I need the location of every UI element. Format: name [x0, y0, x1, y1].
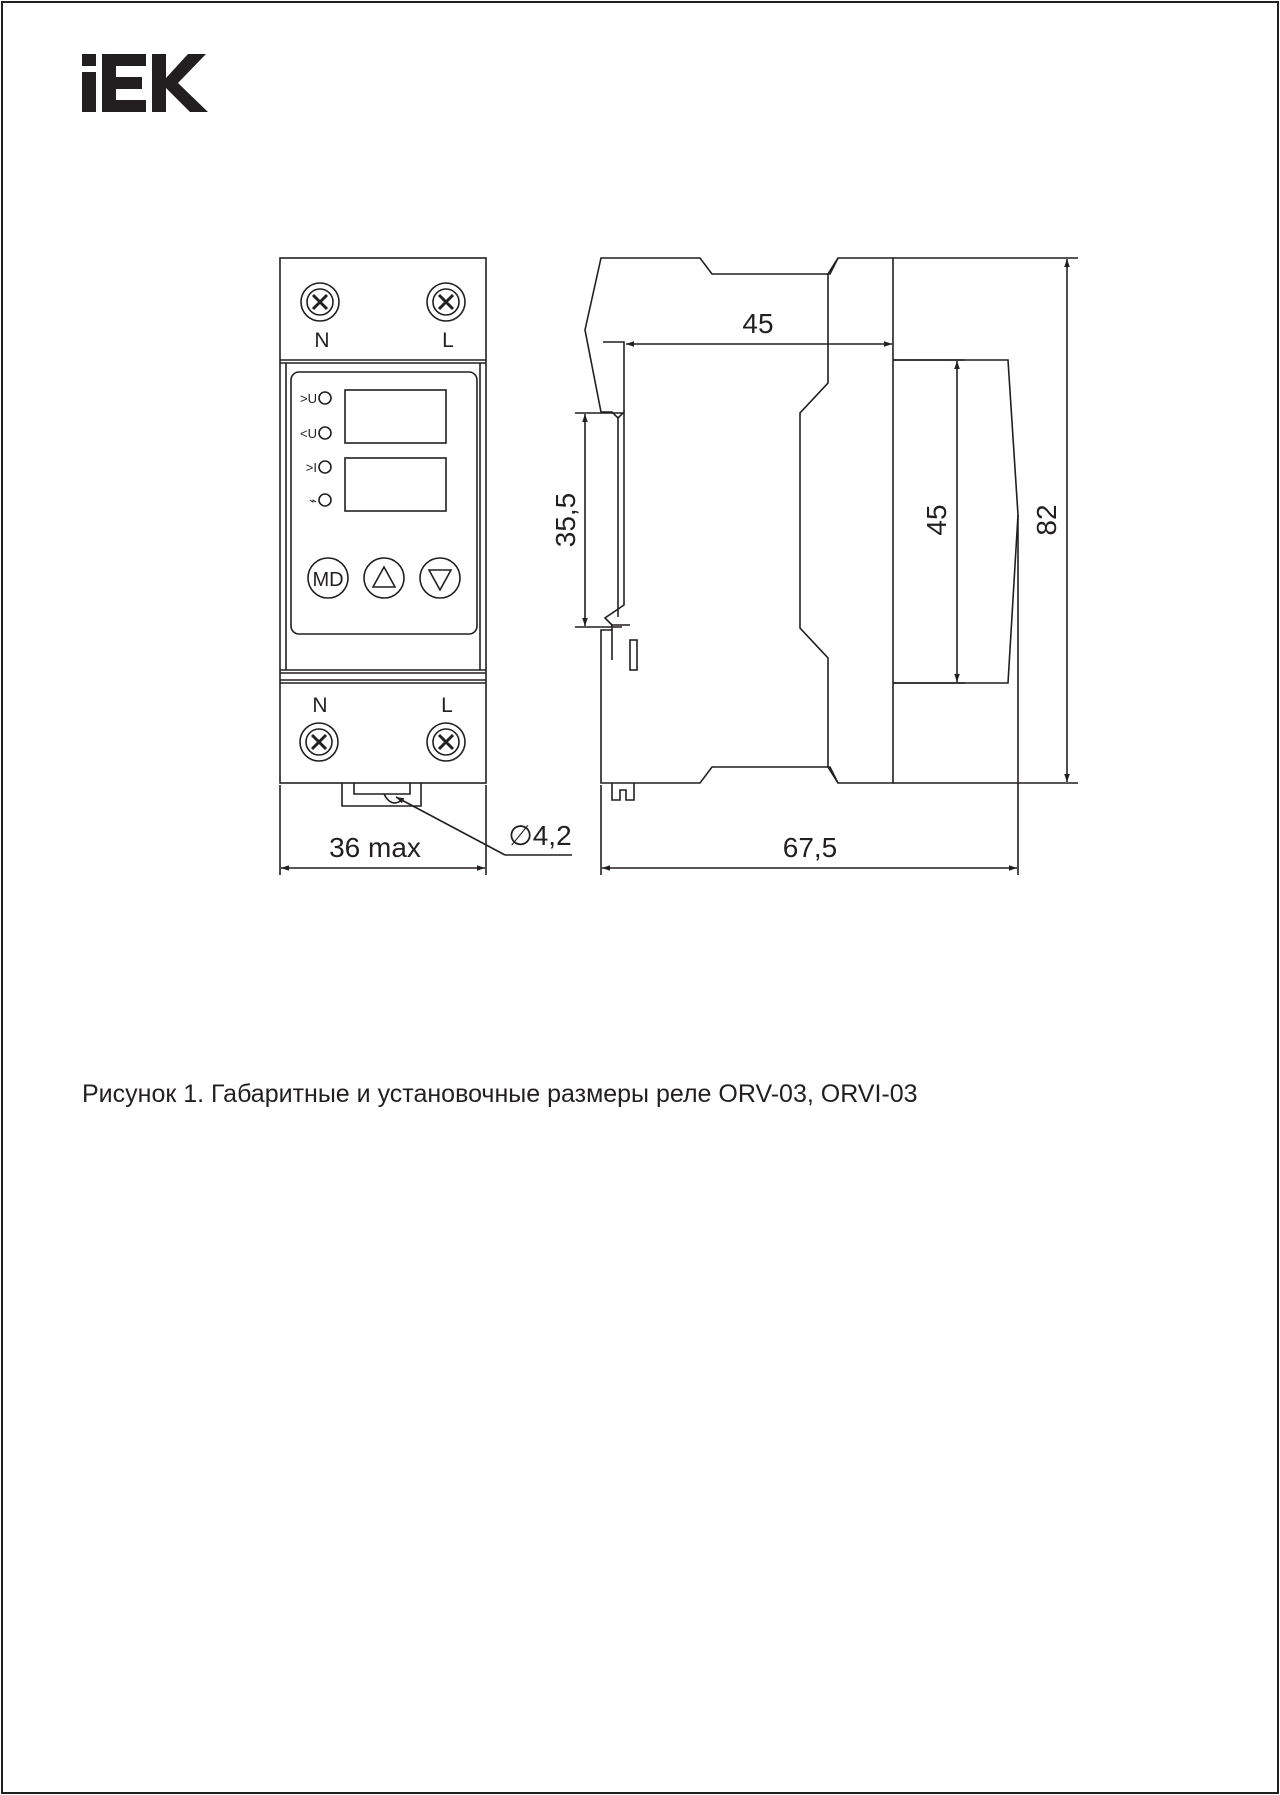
side-view: [585, 258, 1018, 800]
figure-caption: Рисунок 1. Габаритные и установочные размеры реле ORV-03, ORVI-03: [82, 1080, 918, 1108]
led-over-voltage: [319, 392, 331, 404]
indicator-label-over-current: >I: [305, 460, 317, 475]
dim-rail-height: [575, 413, 622, 627]
dim-total-height-label: 82: [1031, 504, 1062, 536]
front-view: [280, 258, 486, 806]
triangle-down-icon: [429, 570, 451, 590]
top-terminal-label-n: N: [314, 329, 330, 352]
dim-side-depth-total: [601, 515, 1018, 875]
led-power: [319, 494, 331, 506]
dim-side-depth-total-label: 67,5: [782, 832, 838, 863]
terminal-screw-top-l: [427, 283, 465, 321]
side-body-outline: [585, 258, 893, 783]
md-button-label: MD: [312, 569, 344, 591]
up-button-outline: [364, 558, 404, 598]
down-button-outline: [420, 558, 460, 598]
bottom-terminal-label-l: L: [441, 694, 453, 717]
side-front-block: [893, 360, 1018, 683]
dim-side-depth-upper-label: 45: [742, 308, 774, 339]
indicator-label-over-voltage: >U: [300, 391, 317, 406]
terminal-screw-bottom-n: [300, 723, 338, 761]
dim-rail-height-label: 35,5: [550, 492, 581, 548]
display-upper: [345, 390, 446, 443]
dim-front-height-label: 45: [921, 504, 952, 536]
indicator-label-power: ⌁: [309, 493, 317, 508]
led-under-voltage: [319, 427, 331, 439]
triangle-up-icon: [373, 567, 395, 587]
terminal-screw-bottom-l: [427, 723, 465, 761]
led-over-current: [319, 461, 331, 473]
dim-hole-label: ∅4,2: [508, 820, 572, 851]
side-latch: [612, 783, 634, 800]
dim-width-label: 36 max: [329, 832, 421, 863]
front-body-outline: [280, 258, 486, 783]
indicator-label-under-voltage: <U: [300, 426, 317, 441]
bottom-terminal-label-n: N: [312, 694, 328, 717]
top-terminal-label-l: L: [442, 329, 454, 352]
display-lower: [345, 458, 446, 511]
terminal-screw-top-n: [301, 283, 339, 321]
din-latch: [342, 783, 421, 806]
